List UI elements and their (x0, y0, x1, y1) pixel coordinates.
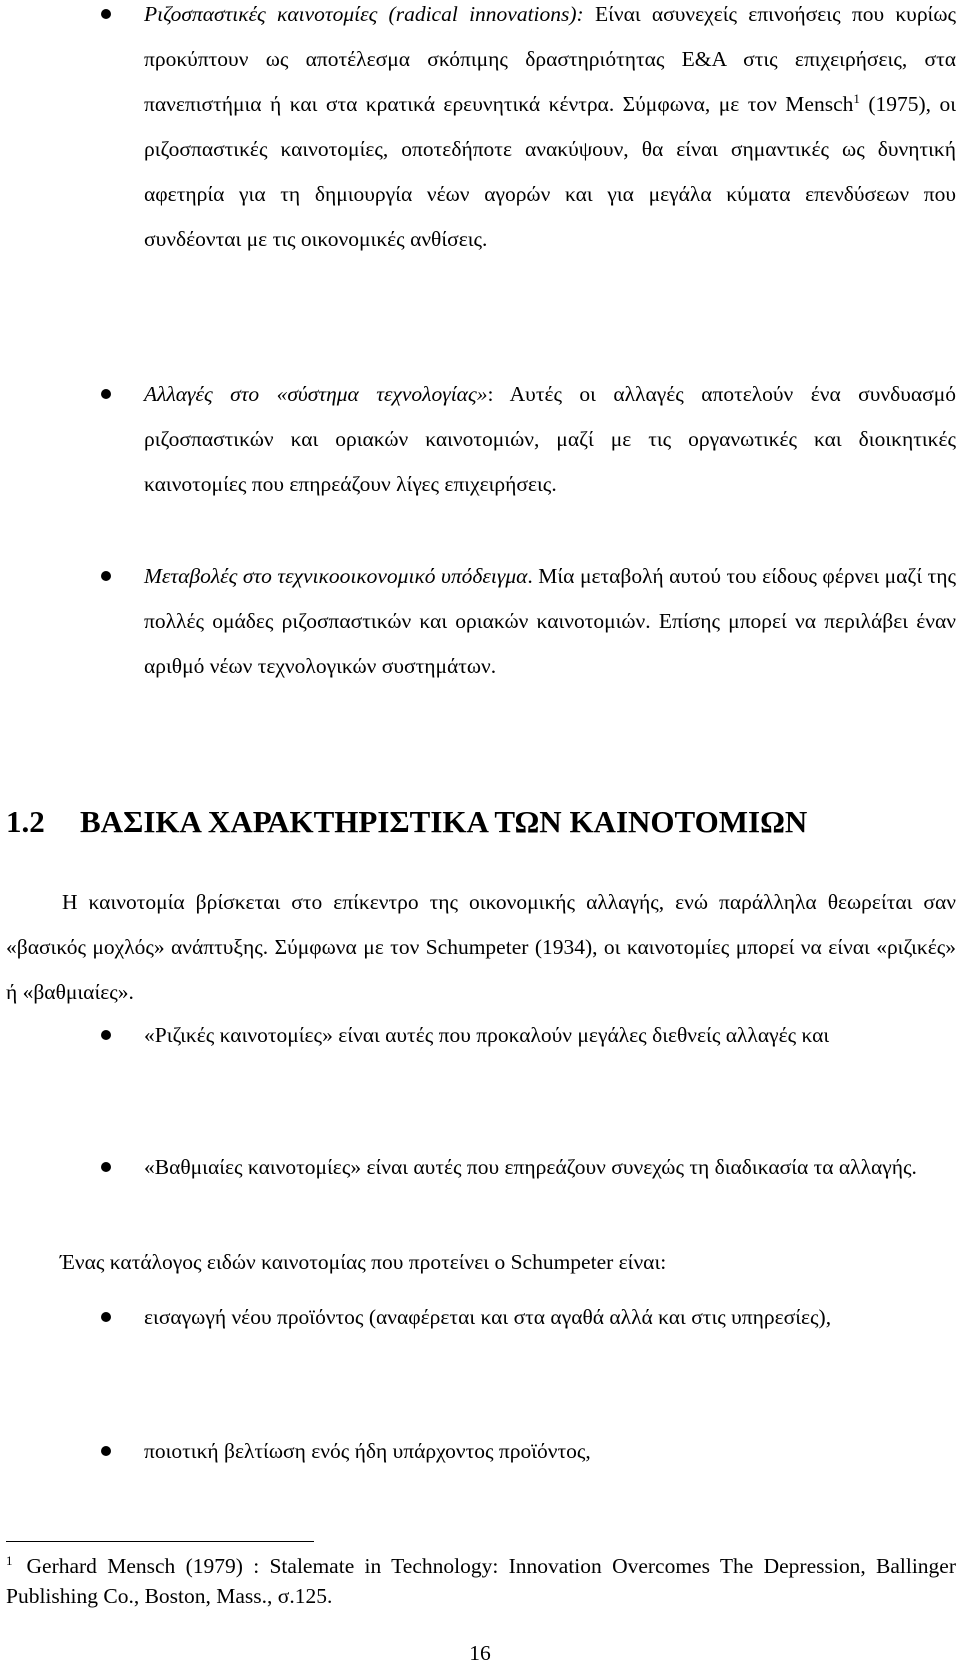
bullet-body-text: : Αυτές οι αλλαγές αποτελούν ένα συνδυασμό ριζοσπαστικών και οριακών καινοτομιών, μαζί με τις οργανωτικές και διοικητικές καινοτομίες που επηρεάζουν λίγες επιχειρήσεις. (144, 382, 956, 496)
section-heading (6, 802, 807, 842)
bullet-icon (101, 389, 111, 399)
bullet-text (144, 372, 956, 507)
bullet-icon (101, 9, 111, 19)
bullet-text (144, 554, 956, 689)
bullet-text: «Βαθμιαίες καινοτομίες» είναι αυτές που επηρεάζουν συνεχώς τη διαδικασία τα αλλαγής. (144, 1155, 917, 1179)
section-number: 1.2 (6, 804, 45, 839)
bullet-icon (101, 1162, 111, 1172)
bullet-text: «Ριζικές καινοτομίες» είναι αυτές που προκαλούν μεγάλες διεθνείς αλλαγές και (144, 1023, 830, 1047)
footnote-text: Gerhard Mensch (1979) : Stalemate in Technology: Innovation Overcomes The Depression, Ballinger Publishing Co., Boston, Mass., σ.125. (6, 1554, 956, 1608)
page-number: 16 (469, 1641, 491, 1665)
bullet-icon (101, 1312, 111, 1322)
list-intro-text: Ένας κατάλογος ειδών καινοτομίας που προτείνει ο Schumpeter είναι: (60, 1250, 667, 1274)
footnote-separator (6, 1541, 314, 1542)
bullet-icon (101, 1446, 111, 1456)
bullet-text: ποιοτική βελτίωση ενός ήδη υπάρχοντος προϊόντος, (144, 1439, 591, 1463)
footnote (6, 1551, 956, 1611)
bullet-italic-term: Αλλαγές στο «σύστημα τεχνολογίας» (144, 382, 488, 406)
bullet-italic-term: Μεταβολές στο τεχνικοοικονομικό υπόδειγμα (144, 564, 528, 588)
footnote-number: 1 (6, 1552, 13, 1568)
section-title: ΒΑΣΙΚΑ ΧΑΡΑΚΤΗΡΙΣΤΙΚΑ ΤΩΝ ΚΑΙΝΟΤΟΜΙΩΝ (80, 804, 808, 839)
bullet-icon (101, 1030, 111, 1040)
bullet-text: εισαγωγή νέου προϊόντος (αναφέρεται και στα αγαθά αλλά και στις υπηρεσίες), (144, 1305, 832, 1329)
bullet-italic-term: Ριζοσπαστικές καινοτομίες (radical innovations): (144, 2, 584, 26)
bullet-body-text: (1975), οι ριζοσπαστικές καινοτομίες, οποτεδήποτε ανακύψουν, θα είναι σημαντικές ως δυνητική αφετηρία για τη δημιουργία νέων αγορών και για μεγάλα κύματα επενδύσεων που συνδέονται με τις οικονομικές ανθίσεις. (144, 92, 956, 251)
bullet-icon (101, 571, 111, 581)
bullet-body-text: . Μία μεταβολή αυτού του είδους φέρνει μαζί της πολλές ομάδες ριζοσπαστικών και οριακών καινοτομιών. Επίσης μπορεί να περιλάβει έναν αριθμό νέων τεχνολογικών συστημάτων. (144, 564, 957, 678)
bullet-body-text: Είναι ασυνεχείς επινοήσεις που κυρίως προκύπτουν ως αποτέλεσμα σκόπιμης δραστηριότητας Ε&Α στις επιχειρήσεις, στα πανεπιστήμια ή και στα κρατικά ερευνητικά κέντρα. Σύμφωνα, με τον Mensch (144, 2, 956, 116)
footnote-reference: 1 (853, 90, 860, 106)
intro-paragraph: Η καινοτομία βρίσκεται στο επίκεντρο της οικονομικής αλλαγής, ενώ παράλληλα θεωρείται σαν «βασικός μοχλός» ανάπτυξης. Σύμφωνα με τον Schumpeter (1934), οι καινοτομίες μπορεί να είναι «ριζικές» ή «βαθμιαίες». (6, 890, 956, 1004)
bullet-text (144, 0, 956, 262)
